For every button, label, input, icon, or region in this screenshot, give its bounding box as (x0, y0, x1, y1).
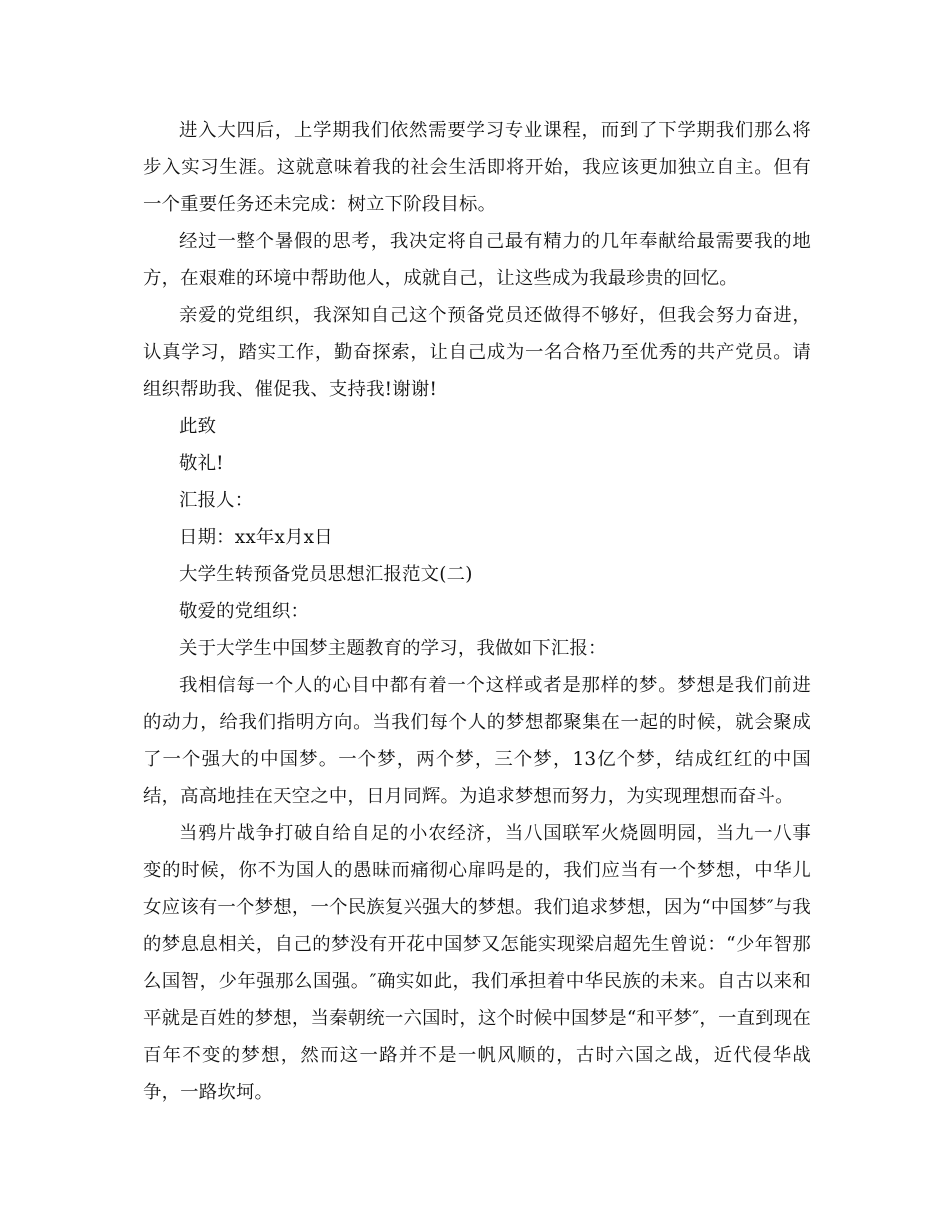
paragraph: 当鸦片战争打破自给自足的小农经济，当八国联军火烧圆明园，当九一八事变的时候，你不为国人的愚昧而痛彻心扉吗是的，我们应当有一个梦想，中华儿女应该有一个梦想，一个民族复兴强大的梦想。我们追求梦想，因为“中国梦″与我的梦息息相关，自己的梦没有开花中国梦又怎能实现梁启超先生曾说：“少年智那么国智，少年强那么国强。″确实如此，我们承担着中华民族的未来。自古以来和平就是百姓的梦想，当秦朝统一六国时，这个时候中国梦是“和平梦″，一直到现在百年不变的梦想，然而这一路并不是一帆风顺的，古时六国之战，近代侵华战争，一路坎坷。 (143, 823, 811, 1103)
document-body (143, 112, 811, 1111)
paragraph: 我相信每一个人的心目中都有着一个这样或者是那样的梦。梦想是我们前进的动力，给我们指明方向。当我们每个人的梦想都聚集在一起的时候，就会聚成了一个强大的中国梦。一个梦，两个梦，三个梦，13亿个梦，结成红红的中国结，高高地挂在天空之中，日月同辉。为追求梦想而努力，为实现理想而奋斗。 (143, 675, 811, 807)
closing-salutation: 此致 (179, 416, 217, 437)
section-title: 大学生转预备党员思想汇报范文(二) (179, 564, 473, 585)
reporter-label: 汇报人： (179, 490, 254, 511)
intro-line: 关于大学生中国梦主题教育的学习，我做如下汇报： (179, 638, 607, 659)
report-date: 日期：xx年x月x日 (179, 527, 333, 548)
greeting: 敬爱的党组织： (179, 601, 310, 622)
paragraph: 亲爱的党组织，我深知自己这个预备党员还做得不够好，但我会努力奋进，认真学习，踏实工作，勤奋探索，让自己成为一名合格乃至优秀的共产党员。请组织帮助我、催促我、支持我!谢谢! (143, 305, 811, 400)
paragraph: 经过一整个暑假的思考，我决定将自己最有精力的几年奉献给最需要我的地方，在艰难的环境中帮助他人，成就自己，让这些成为我最珍贵的回忆。 (143, 231, 811, 289)
paragraph: 进入大四后，上学期我们依然需要学习专业课程，而到了下学期我们那么将步入实习生涯。这就意味着我的社会生活即将开始，我应该更加独立自主。但有一个重要任务还未完成：树立下阶段目标。 (143, 120, 811, 215)
closing-respect: 敬礼! (179, 453, 224, 474)
